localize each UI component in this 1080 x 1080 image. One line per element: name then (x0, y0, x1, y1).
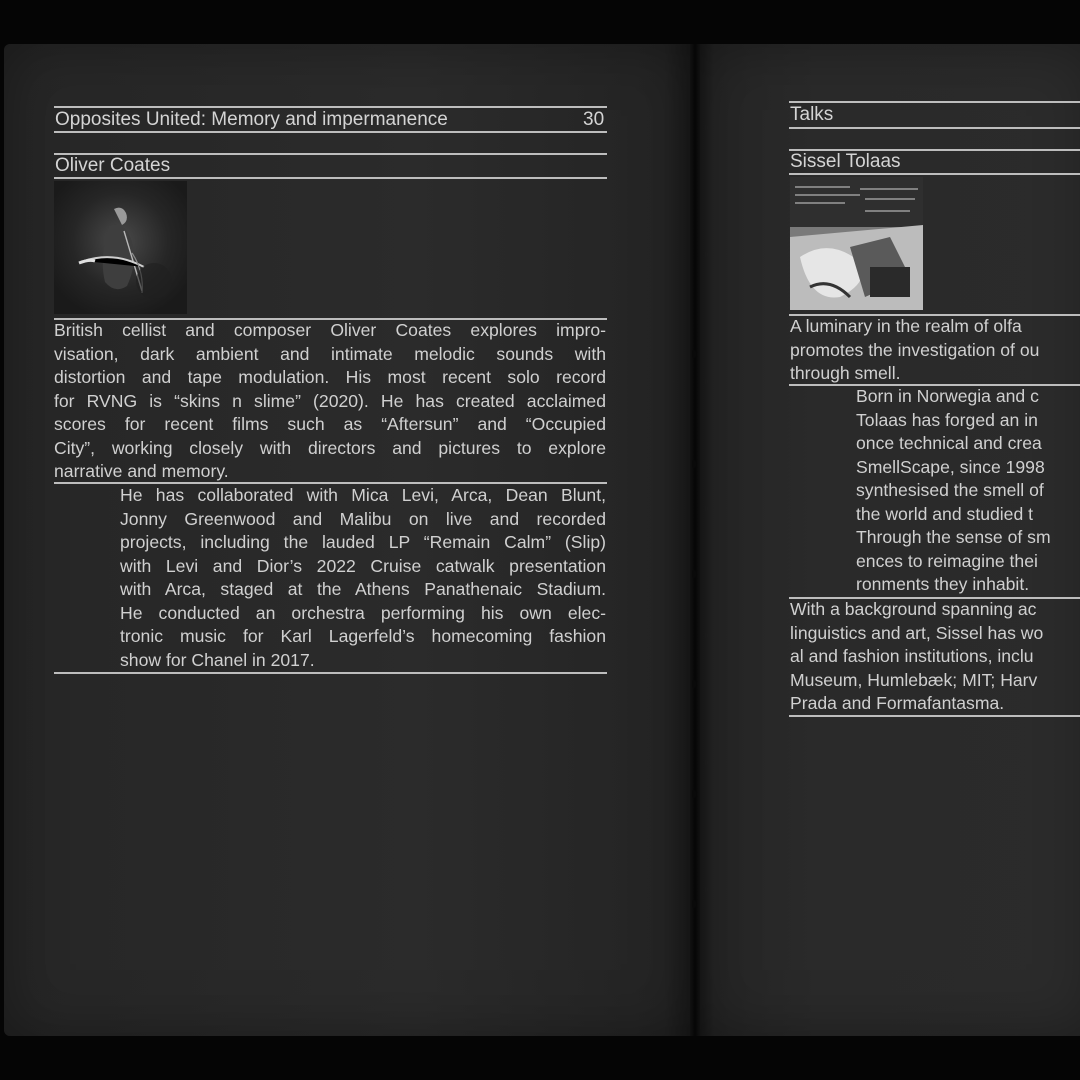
bio-paragraph-2 (856, 385, 1080, 597)
bio-line: promotes the investigation of ou (790, 339, 1040, 360)
binding-stitch (692, 790, 696, 798)
bio-line: linguistics and art, Sissel has wo (790, 622, 1044, 643)
cellist-photo (54, 181, 187, 314)
bio-line: narrative and memory. (54, 461, 229, 481)
bio-line: He conducted an orchestra performing his own elec- (120, 602, 606, 623)
bio-line: visation, dark ambient and intimate melodic sounds with (54, 343, 606, 364)
header-rule-bottom (789, 127, 1080, 129)
bio-line: the world and studied t (856, 503, 1034, 524)
right-page-content (698, 44, 1080, 1036)
binding-stitch (692, 570, 696, 578)
binding-stitch (692, 900, 696, 908)
bio-paragraph-2 (120, 484, 606, 672)
binding-stitch (692, 460, 696, 468)
page-header-title: Talks (790, 104, 834, 125)
page-number: 30 (583, 109, 605, 130)
bio-paragraph-3 (790, 598, 1080, 716)
bio-line: distortion and tape modulation. His most recent solo record (54, 367, 606, 387)
section-rule-bottom (789, 173, 1080, 175)
cellist-photo-graphic (54, 181, 187, 314)
bio-line: al and fashion institutions, inclu (790, 646, 1034, 666)
bio-line: with Arca, staged at the Athens Panathenaic Stadium. (120, 579, 606, 599)
bio-line: Tolaas has forged an in (856, 409, 1038, 430)
bio-line: Through the sense of sm (856, 527, 1051, 547)
bio-line: once technical and crea (856, 433, 1042, 453)
page-header-title: Opposites United: Memory and impermanence (55, 109, 448, 130)
bio-paragraph-1 (54, 319, 606, 484)
bio-line: ences to reimagine thei (856, 550, 1038, 571)
bio-line: tronic music for Karl Lagerfeld’s homecoming fashion (120, 626, 606, 646)
binding-stitch (692, 350, 696, 358)
bio-line: City”, working closely with directors and pictures to explore (54, 437, 606, 458)
header-rule-top (54, 106, 607, 108)
bio-line: Jonny Greenwood and Malibu on live and recorded (120, 508, 606, 529)
bio-line: for RVNG is “skins n slime” (2020). He has created acclaimed (54, 390, 606, 411)
bio-line: scores for recent films such as “Aftersun” and “Occupied (54, 414, 606, 434)
bio-line: ronments they inhabit. (856, 574, 1030, 594)
paragraph-rule-4 (789, 715, 1080, 717)
installation-photo-graphic (790, 177, 923, 310)
bio-line: synthesised the smell of (856, 480, 1044, 500)
bio-line: British cellist and composer Oliver Coates explores impro- (54, 320, 606, 340)
section-rule-bottom (54, 177, 607, 179)
bio-line: Born in Norwegia and c (856, 386, 1039, 406)
bio-line: With a background spanning ac (790, 599, 1037, 619)
header-rule-top (789, 101, 1080, 103)
bio-line: SmellScape, since 1998 (856, 456, 1045, 477)
bio-line: A luminary in the realm of olfa (790, 316, 1022, 336)
binding-stitch (692, 680, 696, 688)
paragraph-rule-3 (54, 672, 607, 674)
section-title: Sissel Tolaas (790, 151, 901, 172)
header-rule-bottom (54, 131, 607, 133)
bio-line: with Levi and Dior’s 2022 Cruise catwalk presentation (120, 555, 606, 576)
section-title: Oliver Coates (55, 155, 171, 176)
bio-line: Prada and Formafantasma. (790, 693, 1005, 713)
bio-paragraph-1 (790, 315, 1080, 386)
bio-line: through smell. (790, 363, 901, 383)
bio-line: projects, including the lauded LP “Remain Calm” (Slip) (120, 532, 606, 552)
bio-line: show for Chanel in 2017. (120, 649, 315, 670)
bio-line: He has collaborated with Mica Levi, Arca, Dean Blunt, (120, 485, 606, 505)
bio-line: Museum, Humlebæk; MIT; Harv (790, 669, 1038, 690)
installation-photo (790, 177, 923, 310)
